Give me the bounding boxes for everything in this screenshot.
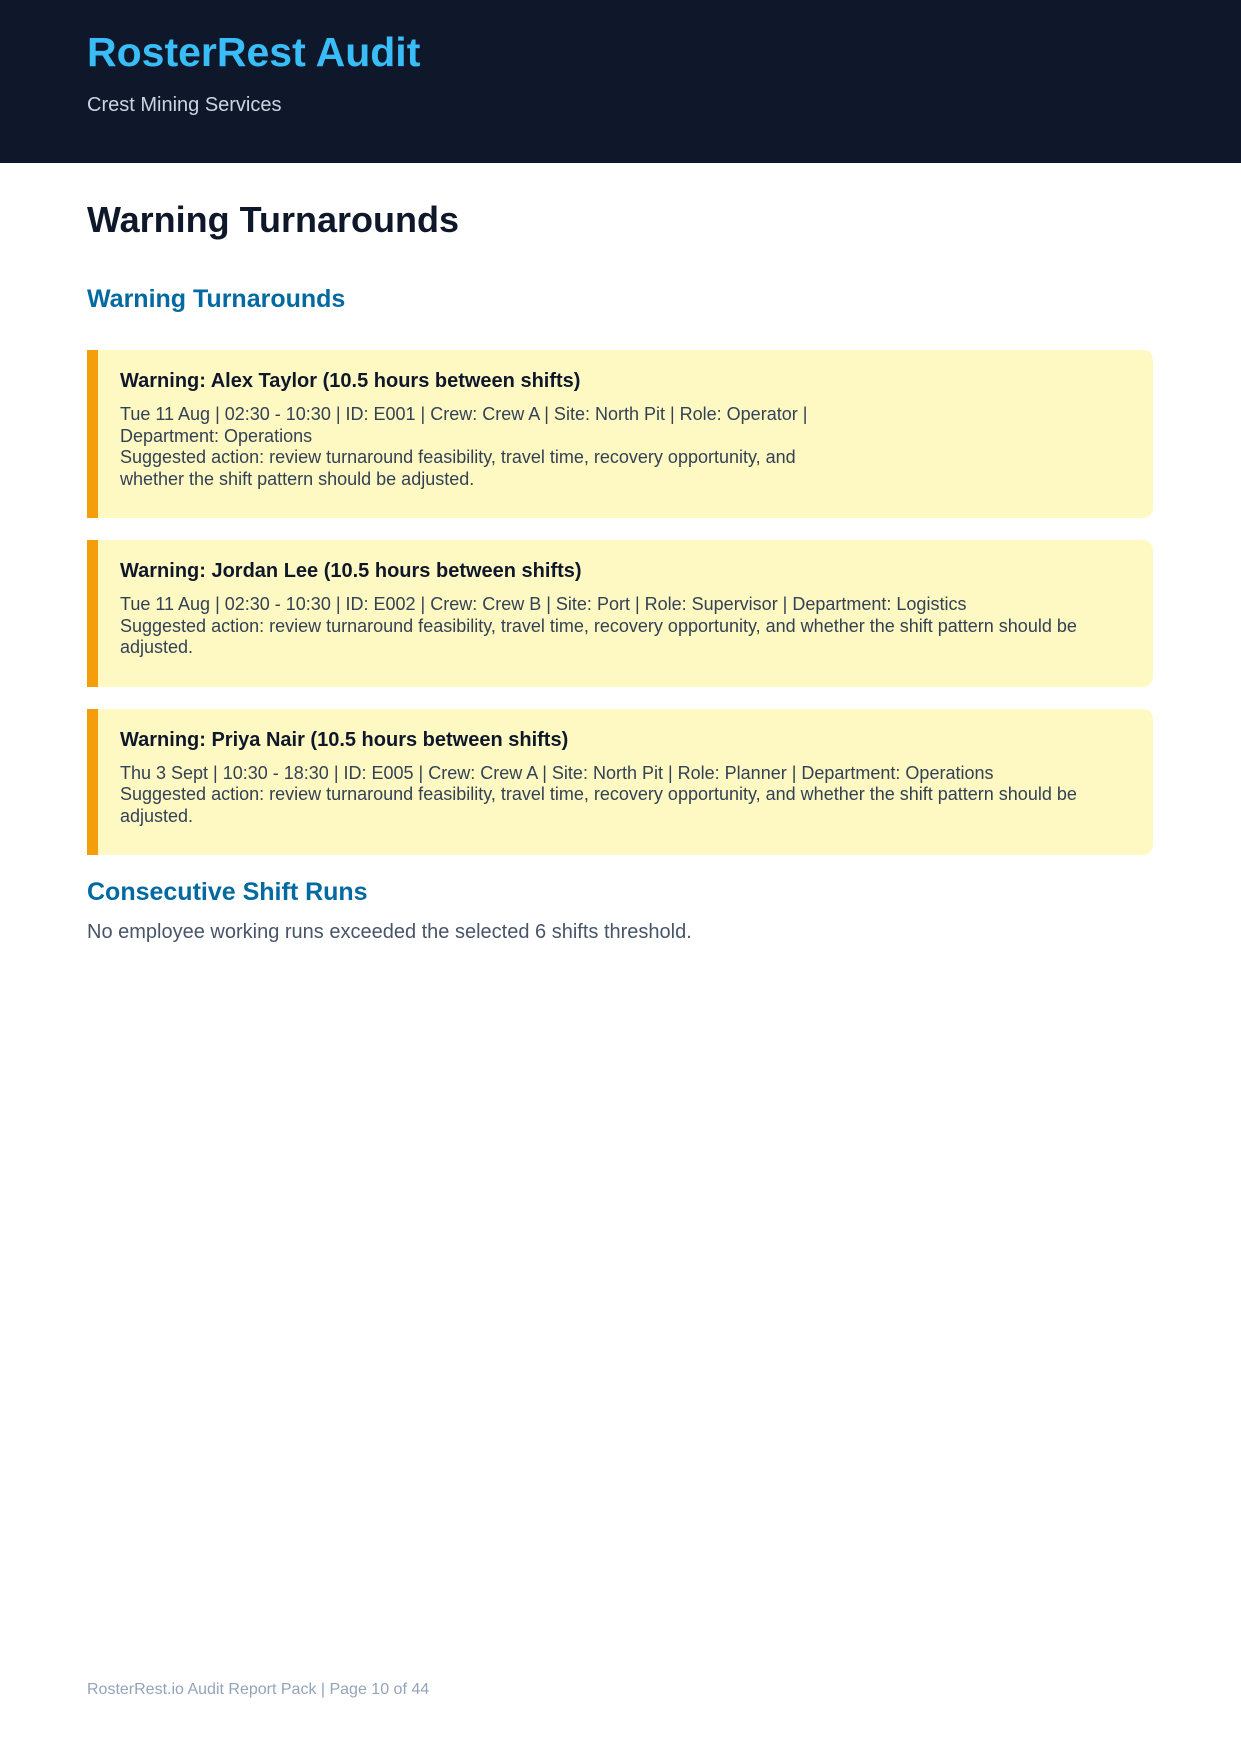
warning-card-list [87,350,1153,877]
warning-card-details: Tue 11 Aug | 02:30 - 10:30 | ID: E001 | Crew: Crew A | Site: North Pit | Role: Operator | Department: Operations [120,404,808,446]
warning-card [87,540,1153,687]
section-heading-warnings: Warning Turnarounds [87,285,346,313]
warning-card-details: Tue 11 Aug | 02:30 - 10:30 | ID: E002 | Crew: Crew B | Site: Port | Role: Supervisor | Department: Logistics [120,594,967,614]
warning-card-title: Warning: Alex Taylor (10.5 hours between shifts) [120,370,581,392]
warning-card-title: Warning: Priya Nair (10.5 hours between shifts) [120,728,569,751]
page-footer: RosterRest.io Audit Report Pack | Page 10 of 44 [87,1681,430,1698]
section-heading-consecutive-runs: Consecutive Shift Runs [87,878,368,906]
warning-card-action: Suggested action: review turnaround feasibility, travel time, recovery opportunity, and whether the shift pattern should be adjusted. [120,615,1077,657]
warning-card [87,350,1153,518]
warning-card-title: Warning: Jordan Lee (10.5 hours between shifts) [120,560,582,582]
warning-card-action: Suggested action: review turnaround feasibility, travel time, recovery opportunity, and whether the shift pattern should be adjusted. [120,447,796,489]
consecutive-runs-message: No employee working runs exceeded the selected 6 shifts threshold. [87,921,692,943]
company-name: Crest Mining Services [87,94,282,116]
warning-card-details: Thu 3 Sept | 10:30 - 18:30 | ID: E005 | Crew: Crew A | Site: North Pit | Role: Planner | Department: Operations [120,762,994,783]
page-title: Warning Turnarounds [87,199,459,240]
report-header [0,0,1241,163]
warning-card-action: Suggested action: review turnaround feasibility, travel time, recovery opportunity, and whether the shift pattern should be adjusted. [120,784,1077,826]
warning-card [87,709,1153,856]
brand-title: RosterRest Audit [87,29,421,75]
